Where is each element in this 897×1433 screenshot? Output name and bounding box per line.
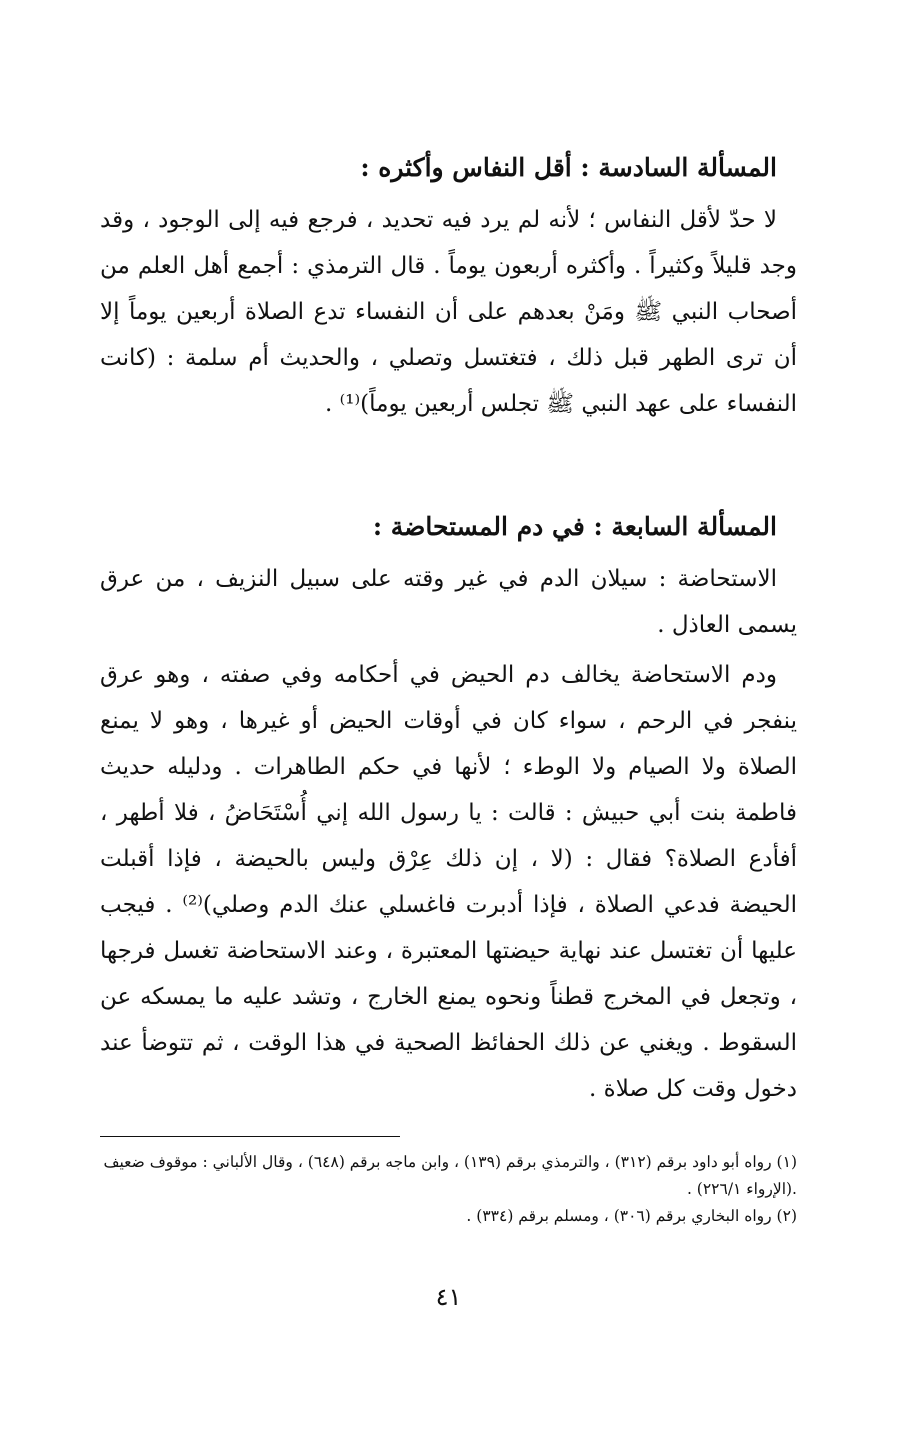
footnotes [100,1149,797,1230]
paragraph: لا حدّ لأقل النفاس ؛ لأنه لم يرد فيه تحديد ، فرجع فيه إلى الوجود ، وقد وجد قليلاً وكثيراً . وأكثره أربعون يوماً . قال الترمذي : أجمع أهل العلم من أصحاب النبي ﷺ ومَنْ بعدهم على أن النفساء تدع الصلاة أربعين يوماً إلا أن ترى الطهر قبل ذلك ، فتغتسل وتصلي ، والحديث أم سلمة : (كانت النفساء على عهد النبي ﷺ تجلس أربعين يوماً)⁽¹⁾ . [100,207,797,417]
page-number: ٤١ [435,1283,462,1311]
section-heading-7: المسألة السابعة : في دم المستحاضة : [372,512,777,541]
section-heading-6: المسألة السادسة : أقل النفاس وأكثره : [360,153,777,182]
section-body-6 [100,197,797,427]
book-page [100,0,797,1433]
section-body-7 [100,556,797,1112]
paragraph: الاستحاضة : سيلان الدم في غير وقته على سبيل النزيف ، من عرق يسمى العاذل . [100,566,797,638]
footnote: (١) رواه أبو داود برقم (٣١٢) ، والترمذي برقم (١٣٩) ، وابن ماجه برقم (٦٤٨) ، وقال الألباني : موقوف ضعيف .(الإرواء ٢٢٦/١) . [103,1153,797,1198]
paragraph: ودم الاستحاضة يخالف دم الحيض في أحكامه وفي صفته ، وهو عرق ينفجر في الرحم ، سواء كان في أوقات الحيض أو غيرها ، وهو لا يمنع الصلاة ولا الصيام ولا الوطء ؛ لأنها في حكم الطاهرات . ودليله حديث فاطمة بنت أبي حبيش : قالت : يا رسول الله إني أُسْتَحَاضُ ، فلا أطهر ، أفأدع الصلاة؟ فقال : (لا ، إن ذلك عِرْق وليس بالحيضة ، فإذا أقبلت الحيضة فدعي الصلاة ، فإذا أدبرت فاغسلي عنك الدم وصلي)⁽²⁾ . فيجب عليها أن تغتسل عند نهاية حيضتها المعتبرة ، وعند الاستحاضة تغسل فرجها ، وتجعل في المخرج قطناً ونحوه يمنع الخارج ، وتشد عليه ما يمسكه عن السقوط . ويغني عن ذلك الحفائظ الصحية في هذا الوقت ، ثم تتوضأ عند دخول وقت كل صلاة . [100,662,797,1102]
footnote-divider [100,1136,400,1137]
footnote: (٢) رواه البخاري برقم (٣٠٦) ، ومسلم برقم (٣٣٤) . [466,1207,797,1225]
